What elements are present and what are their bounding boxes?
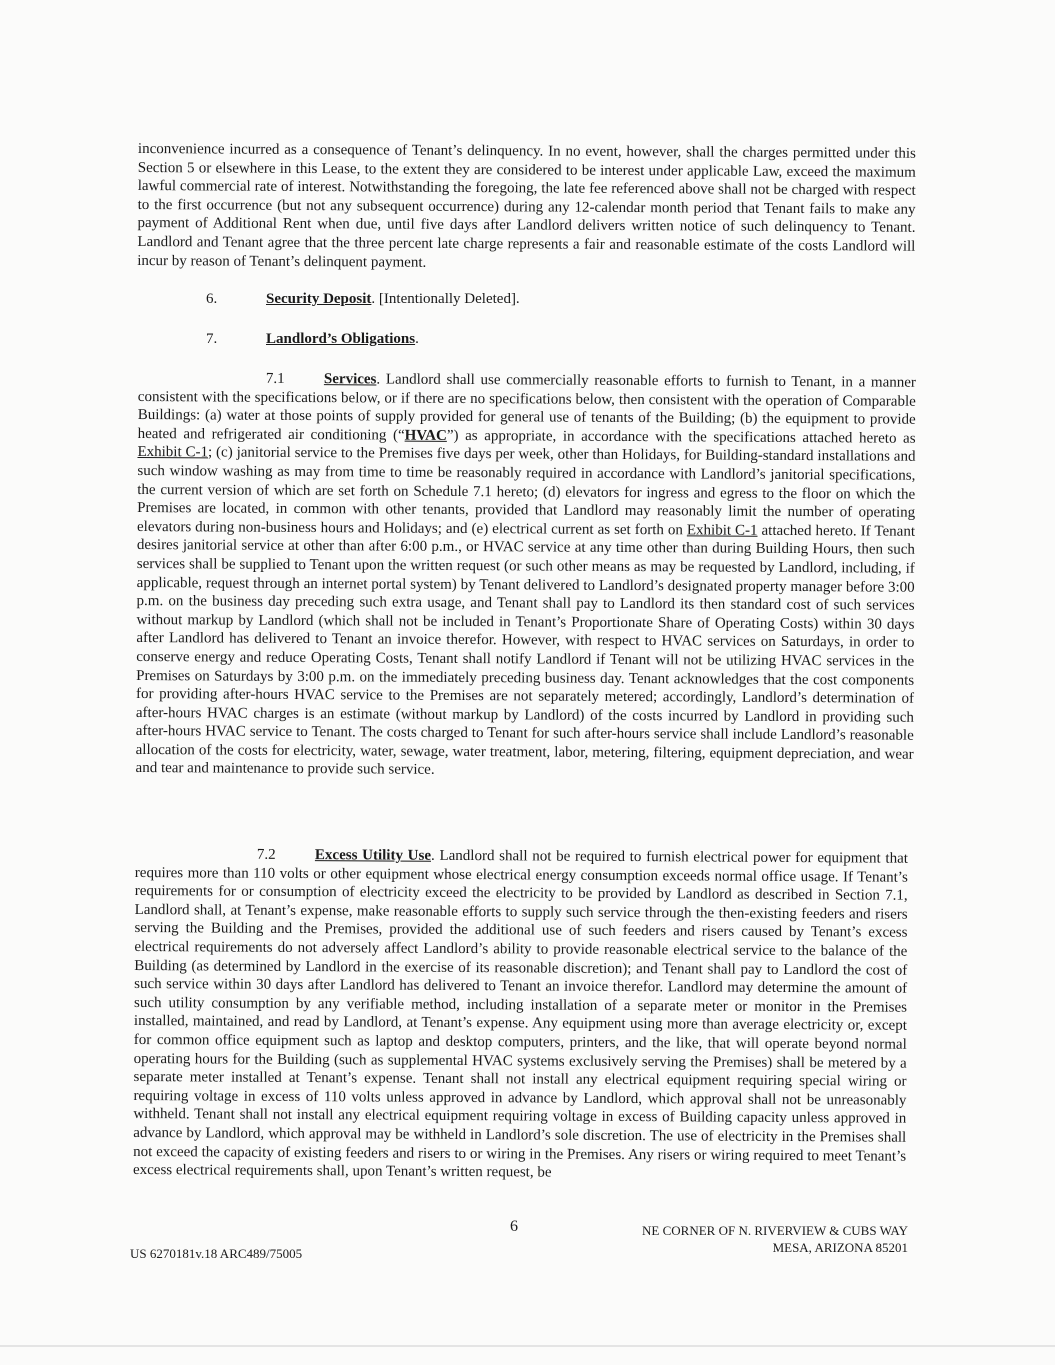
section-6-heading [206, 290, 520, 308]
section-6-title: Security Deposit [266, 291, 372, 307]
section-7-2-paragraph [133, 845, 908, 1184]
paragraph-intro [137, 140, 916, 275]
property-address [620, 1222, 908, 1256]
exhibit-c1-reference: Exhibit C-1 [137, 444, 209, 461]
section-7-title: Landlord’s Obligations [266, 331, 416, 347]
section-7-1-number: 7.1 [265, 370, 285, 387]
section-7-1-text-b: ”) as appropriate, in accordance with the specifications attached hereto as [446, 427, 916, 447]
section-7-1-title: Services [323, 371, 377, 388]
section-7-2-text: . Landlord shall not be required to furnish electrical power for equipment that requires more than 110 volts or other equipment whose electrical energy consumption exceeds normal office usage. If Tenant’s requirements for or consumption of electricity exceed the electricity to be provided by Landlord as described in Section 7.1, Landlord shall, at Tenant’s expense, make reasonable efforts to supply such service through the then-existing feeders and risers serving the Building and the Premises, provided the additional use of such feeders and risers caused by Tenant’s excess electrical requirements do not adversely affect Landlord’s ability to provide reasonable electrical service to the balance of the Building (as determined by Landlord in the exercise of its reasonable discretion); and Tenant shall pay to Landlord the cost of such service within 30 days after Landlord has delivered to Tenant an invoice therefor. Landlord may determine the amount of such utility consumption by any verifiable method, including installation of a separate meter or monitor in the Premises installed, maintained, and read by Landlord, at Tenant’s expense. Any equipment using more than average electricity or, except for common office equipment such as laptop and desktop computers, printers, and the like, that will operate beyond normal operating hours for the Building (such as supplemental HVAC systems exclusively serving the Premises) shall be metered by a separate meter installed at Tenant’s expense. Tenant shall not install any electrical equipment requiring special wiring or requiring voltage in excess of 110 volts unless approved in advance by Landlord, which approval shall not be unreasonably withheld. Tenant shall not install any electrical equipment requiring voltage in excess of Building capacity unless approved in advance by Landlord, which approval may be withheld in Landlord’s sole discretion. The use of electricity in the Premises shall not exceed the capacity of existing feeders and risers to or wiring in the Premises. Any risers or wiring required to meet Tenant’s excess electrical requirements shall, upon Tenant’s written request, be [132, 847, 908, 1181]
section-7-1-text-d: attached hereto. If Tenant desires janitorial service at other than after 6:00 p.m., or HVAC service at any time other than during Building Hours, then such services shall be supplied to Tenant upon the written request (or such other means as may be requested by Landlord, including, if applicable, request through an internet portal system) by Tenant delivered to Landlord’s designated property manager before 3:00 p.m. on the business day preceding such extra usage, and Tenant shall pay to Landlord its then standard cost of such services without markup by Landlord (which shall not be included in Tenant’s Proportionate Share of Operating Costs) within 30 days after Landlord has delivered to Tenant an invoice therefor. However, with respect to HVAC services on Saturdays, in order to conserve energy and reduce Operating Costs, Tenant shall notify Landlord if Tenant will not be utilizing HVAC services in the Premises on Saturdays by 3:00 p.m. on the immediately preceding business day. Tenant acknowledges that the cost components for providing after-hours HVAC service to the Premises are not separately metered; accordingly, Landlord’s determination of after-hours HVAC charges is an estimate (without markup by Landlord) of the costs incurred by Landlord in providing such after-hours HVAC service to Tenant. The costs charged to Tenant for such after-hours service shall include Landlord’s reasonable allocation of the costs for electricity, water, sewage, water treatment, labor, metering, filtering, equipment depreciation, and wear and tear and maintenance to provide such service. [135, 522, 916, 779]
section-7-1-text-a: . Landlord shall use commercially reasonable efforts to furnish to Tenant, in a manner consistent with the specifications below, or if there are no specifications below, then consistent with the operation of Comparable Buildings: (a) water at those points of supply provided for general use of tenants of the Building; (b) the equipment to provide heated and refrigerated air conditioning (“ [137, 371, 916, 444]
section-6-number: 6. [206, 291, 218, 307]
section-7-heading [206, 330, 419, 348]
section-7-1-text-c: ; (c) janitorial service to the Premises five days per week, other than Holidays, for Building-standard installations and such window washing as may from time to time be reasonably required in accordance with Landlord’s janitorial specifications, the current version of which are set forth on Schedule 7.1 hereto; (d) elevators for ingress and egress to the floor on which the Premises are located, in common with other tenants, provided that Landlord may reasonably limit the number of operating elevators during non-business hours and Holidays; and (e) electrical current as set forth on [136, 444, 916, 539]
exhibit-c1-reference-2: Exhibit C-1 [686, 522, 758, 539]
scan-edge-divider [0, 1345, 1055, 1347]
section-7-1-paragraph [136, 369, 916, 783]
address-line-1: NE CORNER OF N. RIVERVIEW & CUBS WAY [642, 1223, 908, 1238]
intro-text: inconvenience incurred as a consequence of Tenant’s delinquency. In no event, however, shall the charges permitted under this Section 5 or elsewhere in this Lease, to the extent they are considered to be interest under applicable Law, exceed the maximum lawful commercial rate of interest. Notwithstanding the foregoing, the late fee referenced above shall not be charged with respect to the first occurrence (but not any subsequent occurrence) during any 12-calendar month period that Tenant fails to make any payment of Additional Rent when due, until five days after Landlord delivers written notice of such delinquency to Tenant. Landlord and Tenant agree that the three percent late charge represents a fair and reasonable estimate of the costs Landlord will incur by reason of Tenant’s delinquent payment. [137, 140, 916, 271]
section-6-text: . [Intentionally Deleted]. [371, 291, 520, 307]
hvac-term: HVAC [404, 427, 447, 444]
address-line-2: MESA, ARIZONA 85201 [772, 1240, 908, 1255]
section-7-2-title: Excess Utility Use [314, 847, 432, 864]
section-7-text: . [415, 331, 419, 347]
page-number: 6 [510, 1218, 518, 1235]
section-7-number: 7. [206, 331, 218, 347]
section-7-2-number: 7.2 [256, 846, 276, 863]
document-id: US 6270181v.18 ARC489/75005 [130, 1246, 303, 1261]
